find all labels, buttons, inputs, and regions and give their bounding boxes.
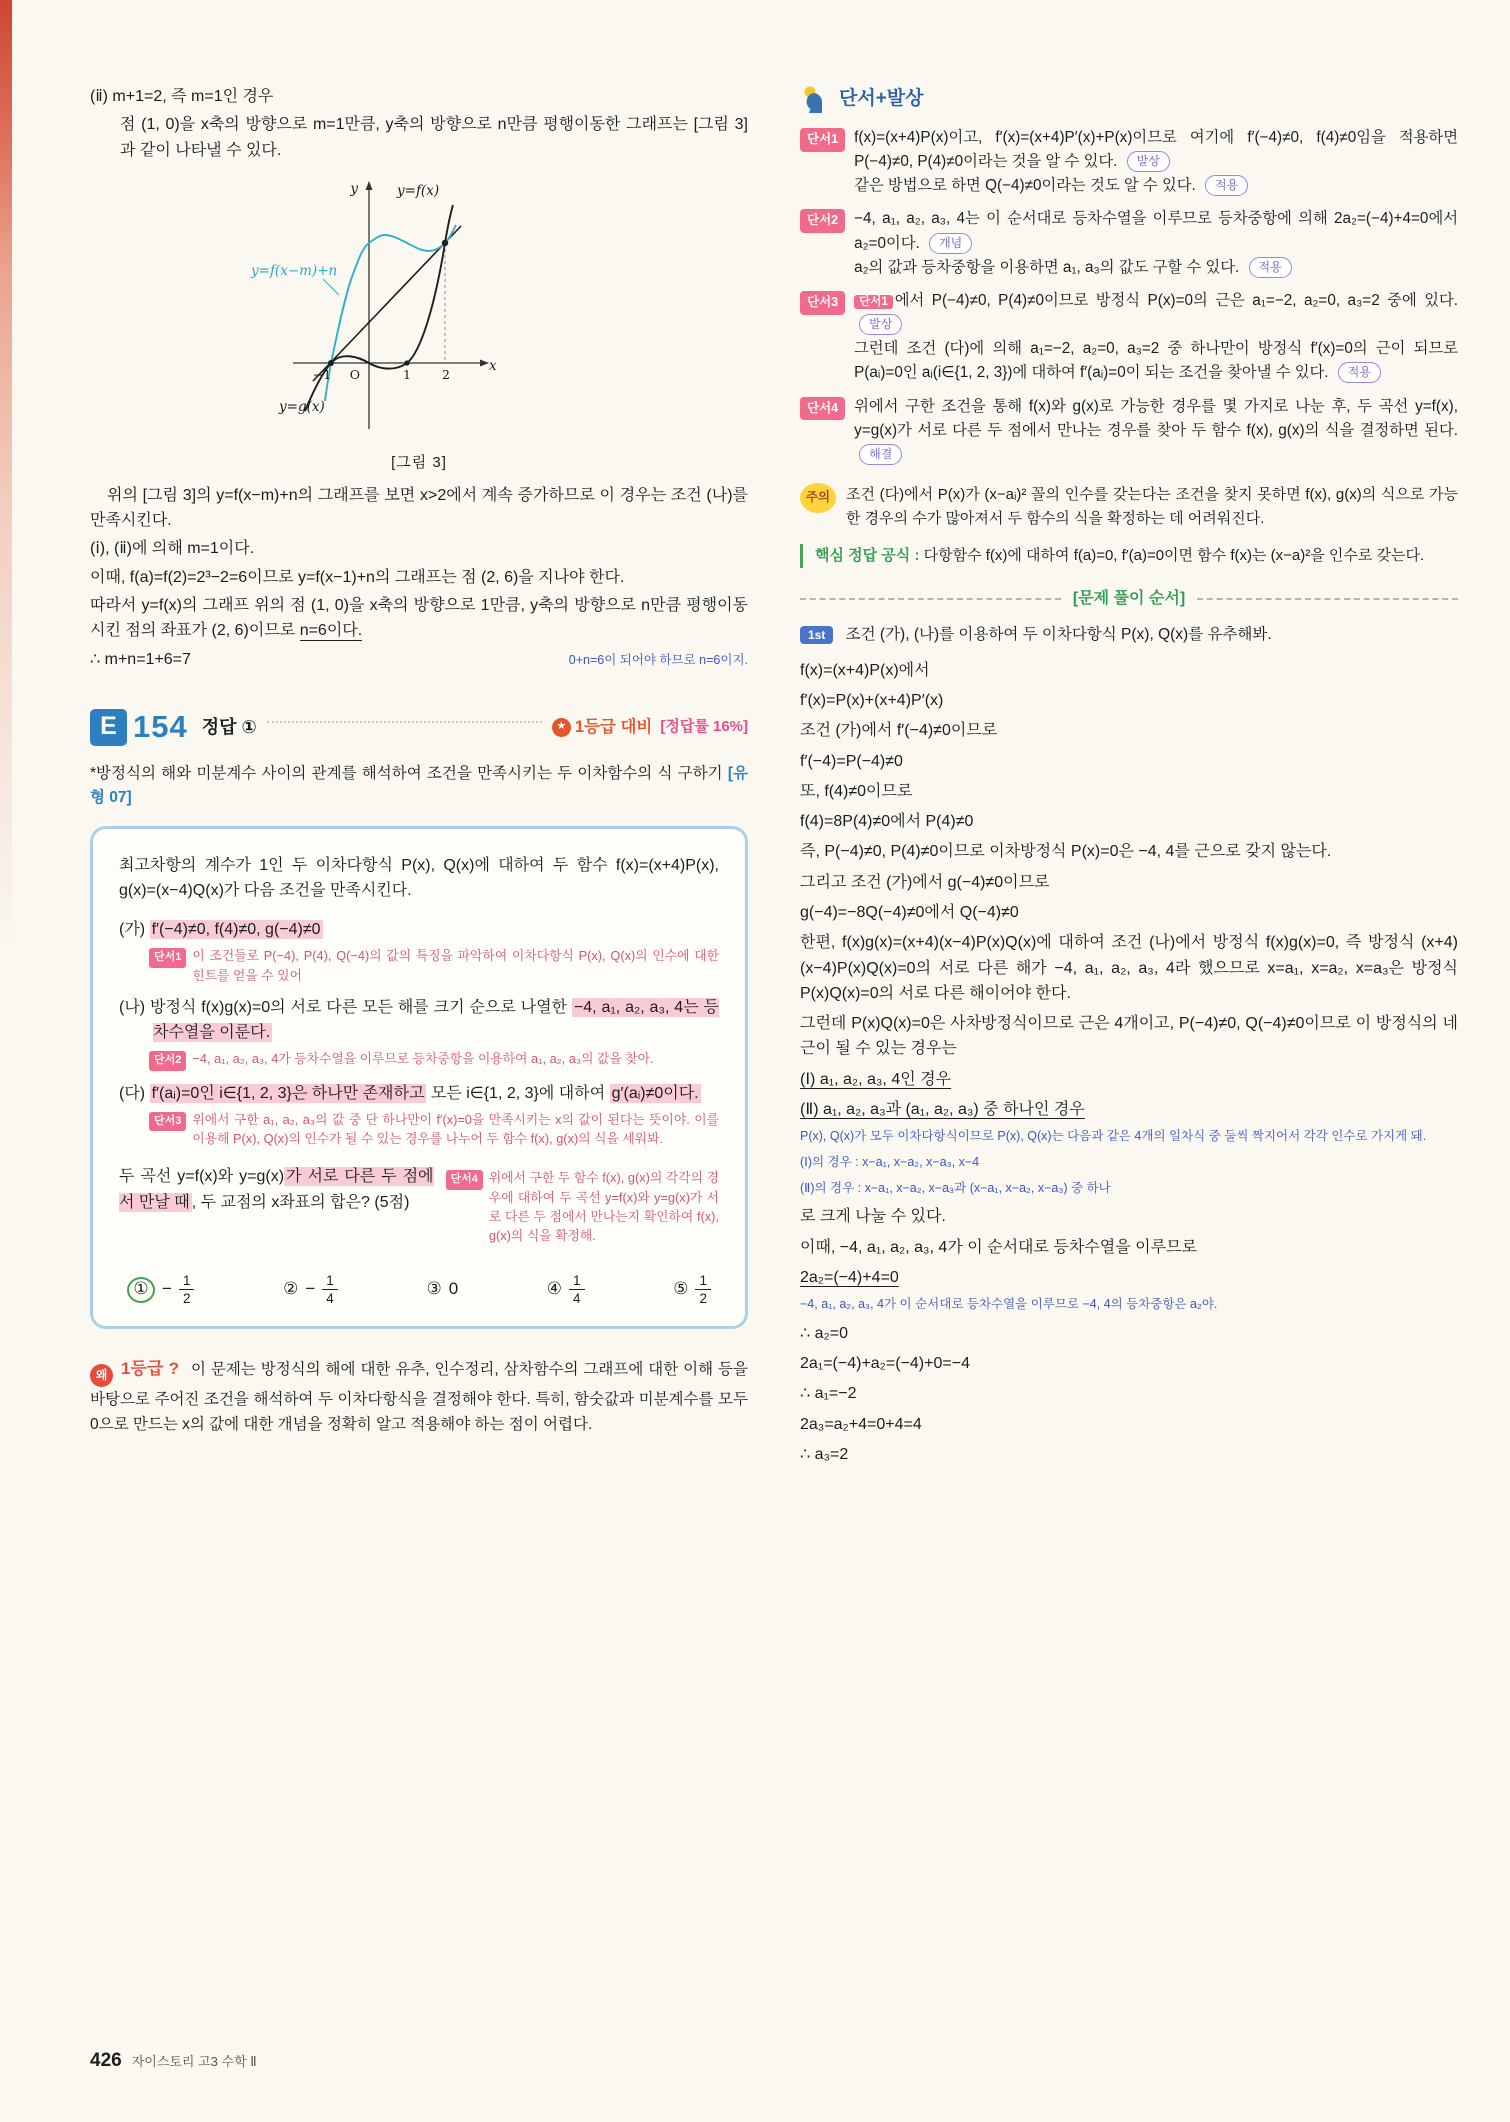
solution-case-heading: (ⅱ) m+1=2, 즉 m=1인 경우 [90,88,274,105]
star-icon: ★ [552,718,571,737]
condition-da-highlight-2: g′(aᵢ)≠0이다. [611,1084,699,1102]
solution-line: 그리고 조건 (가)에서 g(−4)≠0이므로 [800,873,1050,891]
problem-number: 154 [133,708,188,744]
solution-line: 로 크게 나눌 수 있다. [800,1208,946,1226]
choice-5-number: ⑤ [673,1279,689,1299]
condition-ga-highlight: f′(−4)≠0, f(4)≠0, g(−4)≠0 [151,921,321,939]
clue-3 [800,289,1458,386]
pill-concept: 개념 [929,233,972,254]
choice-4-number: ④ [546,1279,563,1299]
clue-3-tag: 단서3 [800,291,845,315]
figure-3 [90,173,748,475]
solution-result: ∴ a₁=−2 [800,1385,857,1403]
solution-note: −4, a₁, a₂, a₃, 4가 이 순서대로 등차수열을 이루므로 −4, 4의 등차중항은 a₂야. [800,1297,1218,1312]
solution-line: 2a₃=a₂+4=0+4=4 [800,1415,922,1433]
question-row [119,1164,719,1255]
choice-2-number: ② [283,1279,299,1299]
clue-3-text-2: 그런데 조건 (다)에 의해 a₁=−2, a₂=0, a₃=2 중 하나만이 방정식 f′(x)=0의 근이 되므로 P(aᵢ)=0인 aᵢ(i∈{1, 2, 3})에 대하여 f′(aᵢ)=0이 되는 조건을 찾아낼 수 있다. 적용 [854,340,1458,382]
choice-3 [426,1276,458,1303]
hint-3-text: 위에서 구한 a₁, a₂, a₃의 값 중 단 하나만이 f′(x)=0을 만족시키는 x의 값이 된다는 뜻이야. 이를 이용해 P(x), Q(x)의 인수가 될 수 있는 경우를 나누어 두 함수 f(x), g(x)의 식을 세워봐. [192,1111,719,1147]
solution-line: f(x)=(x+4)P(x)에서 [800,661,930,679]
hint-2 [119,1049,719,1070]
pill-idea: 발상 [859,314,902,335]
problem-statement: 최고차항의 계수가 1인 두 이차다항식 P(x), Q(x)에 대하여 두 함수 f(x)=(x+4)P(x), g(x)=(x−4)Q(x)가 다음 조건을 만족시킨다. [119,856,719,899]
choice-1-fraction: $\frac{1}{2}$ [179,1273,195,1306]
solution-case-body: 점 (1, 0)을 x축의 방향으로 m=1만큼, y축의 방향으로 n만큼 평행이동한 그래프는 [그림 3]과 같이 나타낼 수 있다. [120,116,748,159]
condition-da [119,1081,719,1106]
hint-3 [119,1110,719,1148]
clue-1-inline-ref-tag: 단서1 [854,295,893,309]
question-highlight: 가 서로 다른 두 점에서 만날 때 [119,1168,434,1211]
hint-2-tag: 단서2 [149,1051,186,1070]
clue-section-title: 단서+발상 [839,88,924,109]
choice-2-sign: − [305,1279,316,1299]
step-1-badge: 1st [800,626,833,644]
page-content [90,84,1458,1472]
clue-2-body [854,207,1458,279]
solution-paragraph: 이때, f(a)=f(2)=2³−2=6이므로 y=f(x−1)+n의 그래프는 점 (2, 6)을 지나야 한다. [90,568,625,586]
choice-1-sign: − [162,1279,172,1299]
conclusion-row [90,647,748,672]
choices-row [119,1273,719,1306]
clue-3-text-1: 단서1 에서 P(−4)≠0, P(4)≠0이므로 방정식 P(x)=0의 근은 a₁=−2, a₂=0, a₃=2 중에 있다. 발상 [854,289,1458,337]
clue-4-body [854,395,1458,467]
step-1-intro: 조건 (가), (나)를 이용하여 두 이차다항식 P(x), Q(x)를 유추해봐. [845,626,1272,644]
solution-line: 또, f(4)≠0이므로 [800,782,913,800]
why-title: 1등급 ? [120,1359,179,1379]
right-column [800,84,1458,1472]
page-edge-gradient [0,0,12,2122]
condition-ga [119,917,719,942]
solution-text: 따라서 y=f(x)의 그래프 위의 점 (1, 0)을 x축의 방향으로 1만큼, y축의 방향으로 n만큼 평행이동시킨 점의 좌표가 (2, 6)이므로 [90,596,748,640]
solution-note: P(x), Q(x)가 모두 이차다항식이므로 P(x), Q(x)는 다음과 같은 4개의 일차식 중 둘씩 짝지어서 각각 인수로 가지게 돼. [800,1129,1427,1144]
solve-order-divider [800,586,1458,611]
clue-1-body [854,126,1458,198]
condition-da-highlight-1: f′(aᵢ)=0인 i∈{1, 2, 3}은 하나만 존재하고 [151,1084,425,1102]
curve-g [313,226,461,381]
choice-3-number: ③ [426,1279,442,1299]
hint-1-tag: 단서1 [149,948,186,967]
why-body: 이 문제는 방정식의 해에 대한 유추, 인수정리, 삼차함수의 그래프에 대한 이해 등을 바탕으로 주어진 조건을 해석하여 두 이차다항식을 결정해야 한다. 특히, 함숫값과 미분계수를 모두 0으로 만드는 x의 값에 대한 개념을 정확히 알고 적용해야 하는 점이 어렵다. [90,1361,749,1434]
left-column [90,84,748,1472]
pill-idea: 발상 [1127,151,1170,172]
step-1-row [800,623,1458,647]
dotted-leader [267,721,542,723]
point-minus1-0 [328,360,334,366]
curve-f-translated-label: y=f(x−m)+n [251,262,338,279]
page-footer [90,2046,257,2076]
solution-case-2: (Ⅱ) a₁, a₂, a₃과 (a₁, a₂, a₃) 중 하나인 경우 [800,1100,1085,1118]
hint-1-text: 이 조건들로 P(−4), P(4), Q(−4)의 값의 특징을 파악하여 이차다항식 P(x), Q(x)의 인수에 대한 힌트를 얻을 수 있어 [192,948,719,983]
solution-line: 조건 (가)에서 f′(−4)≠0이므로 [800,722,998,740]
why-grade1-section [90,1355,748,1437]
clue-4-text-1: 위에서 구한 조건을 통해 f(x)와 g(x)로 가능한 경우를 몇 가지로 나눈 후, 두 곡선 y=f(x), y=g(x)가 서로 다른 두 점에서 만나는 경우를 찾아 두 함수 f(x), g(x)의 식을 결정하면 된다. 해결 [854,395,1458,467]
solution-line: f′(−4)=P(−4)≠0 [800,752,903,770]
solve-order-label: [문제 풀이 순서] [1072,590,1186,608]
question-text [119,1164,434,1255]
condition-da-label: (다) [119,1084,150,1102]
idea-lightbulb-icon [800,84,830,114]
solution-case-1: (Ⅰ) a₁, a₂, a₃, 4인 경우 [800,1070,952,1088]
x-axis-arrow [480,359,489,366]
key-formula-text: 다항함수 f(x)에 대하여 f(a)=0, f′(a)=0이면 함수 f(x)는 (x−a)²을 인수로 갖는다. [923,547,1425,565]
choice-5-fraction: $\frac{1}{2}$ [695,1273,711,1306]
problem-header [90,703,748,752]
clue-1 [800,126,1458,198]
grade-label: 1등급 대비 [574,718,653,737]
condition-da-text: 모든 i∈{1, 2, 3}에 대하여 [426,1084,610,1102]
skill-description [90,762,748,810]
solution-note: (Ⅰ)의 경우 : x−a₁, x−a₂, x−a₃, x−4 [800,1154,980,1169]
clue-3-body [854,289,1458,386]
key-formula-label: 핵심 정답 공식 : [815,547,924,565]
hint-4-text: 위에서 구한 두 함수 f(x), g(x)의 각각의 경우에 대하여 두 곡선 y=f(x)와 y=g(x)가 서로 다른 두 점에서 만나는지 확인하여 f(x), g(x)의 식을 확정해. [488,1170,719,1243]
tick-minus1: −1 [312,366,332,382]
correct-rate: [정답률 16%] [660,718,748,736]
label-leader-line [323,279,339,295]
curve-g-label: y=g(x) [279,398,325,415]
clue-2 [800,207,1458,279]
function-graph [249,173,589,441]
divider-line [1197,598,1458,600]
choice-1 [127,1273,194,1306]
solution-line: g(−4)=−8Q(−4)≠0에서 Q(−4)≠0 [800,903,1019,921]
solution-line: 2a₁=(−4)+a₂=(−4)+0=−4 [800,1355,970,1373]
pill-solve: 해결 [859,444,902,465]
hint-2-text: −4, a₁, a₂, a₃, 4가 등차수열을 이루므로 등차중항을 이용하여 a₁, a₂, a₃의 값을 찾아. [192,1051,654,1067]
choice-5 [673,1273,711,1306]
solution-underlined-result: n=6이다. [299,622,363,640]
clue-4-tag: 단서4 [800,397,845,421]
point-1-0 [404,360,409,365]
y-axis-arrow [366,181,373,190]
clue-1-text-1: f(x)=(x+4)P(x)이고, f′(x)=(x+4)P′(x)+P(x)이므로 여기에 f′(−4)≠0, f(4)≠0임을 적용하면 P(−4)≠0, P(4)≠0이라는 것을 알 수 있다. 발상 [854,129,1458,171]
x-axis-label: x [489,357,497,374]
condition-na-highlight: −4, a₁, a₂, a₃, 4는 등차수열을 이룬다. [153,998,719,1042]
tick-2: 2 [442,366,450,382]
why-badge-icon: 왜 [90,1364,113,1387]
skill-text: *방정식의 해와 미분계수 사이의 관계를 해석하여 조건을 만족시키는 두 이차함수의 식 구하기 [90,764,728,782]
clue-1-tag: 단서1 [800,128,845,152]
caution-tag: 주의 [800,483,836,513]
pill-apply: 적용 [1249,257,1292,278]
difficulty-badge: E [90,709,127,746]
solution-line: 즉, P(−4)≠0, P(4)≠0이므로 이차방정식 P(x)=0은 −4, 4를 근으로 갖지 않는다. [800,843,1332,861]
answer-label: 정답 ① [201,716,257,737]
footer-book-title: 자이스토리 고3 수학 Ⅱ [131,2053,257,2069]
choice-2 [283,1273,338,1306]
solution-note: (Ⅱ)의 경우 : x−a₁, x−a₂, x−a₃과 (x−a₁, x−a₂, x−a₃) 중 하나 [800,1180,1111,1195]
question-post: , 두 교점의 x좌표의 합은? (5점) [191,1193,410,1211]
solution-line: 이때, −4, a₁, a₂, a₃, 4가 이 순서대로 등차수열을 이루므로 [800,1238,1197,1256]
key-formula-block [800,544,1458,568]
point-2-6 [442,240,448,246]
choice-2-fraction: $\frac{1}{4}$ [322,1273,338,1306]
page-number: 426 [90,2049,122,2071]
solution-line: 한편, f(x)g(x)=(x+4)(x−4)P(x)Q(x)에 대하여 조건 (나)에서 방정식 f(x)g(x)=0, 즉 방정식 (x+4)(x−4)P(x)Q(x)=0의 서로 다른 해가 −4, a₁, a₂, a₃, 4라 했으므로 x=a₁, x=a₂, x=a₃은 방정식 P(x)Q(x)=0의 서로 다른 해이어야 한다. [800,934,1458,1002]
tick-origin: O [349,366,360,382]
solution-paragraph: (ⅰ), (ⅱ)에 의해 m=1이다. [90,540,255,558]
tick-1: 1 [403,366,411,382]
margin-note: 0+n=6이 되어야 하므로 n=6이지. [568,653,748,668]
clue-1-text-2: 같은 방법으로 하면 Q(−4)≠0이라는 것도 알 수 있다. 적용 [854,174,1458,198]
hint-4-tag: 단서4 [446,1170,483,1189]
choice-3-value: 0 [448,1279,459,1299]
solution-paragraph: 위의 [그림 3]의 y=f(x−m)+n의 그래프를 보면 x>2에서 계속 증가하므로 이 경우는 조건 (나)를 만족시킨다. [90,486,748,530]
choice-4 [547,1273,585,1306]
solution-line: f′(x)=P(x)+(x+4)P′(x) [800,692,944,710]
y-axis-label: y [350,180,358,197]
clue-2-text-1: −4, a₁, a₂, a₃, 4는 이 순서대로 등차수열을 이루므로 등차중항에 의해 2a₂=(−4)+4=0에서 a₂=0이다. 개념 [854,210,1458,252]
condition-na-text: (나) 방정식 f(x)g(x)=0의 서로 다른 모든 해를 크기 순으로 나열한 [119,998,572,1016]
conclusion: ∴ m+n=1+6=7 [90,651,191,669]
clue-2-tag: 단서2 [800,209,845,233]
clue-section-header [800,84,1458,114]
solution-equation: 2a₂=(−4)+4=0 [800,1268,899,1286]
solution-line: 그런데 P(x)Q(x)=0은 사차방정식이므로 근은 4개이고, P(−4)≠0, Q(−4)≠0이므로 이 방정식의 네 근이 될 수 있는 경우는 [800,1015,1458,1058]
solution-paragraph [90,593,748,644]
grade-badge [552,714,653,740]
curve-f-label: y=f(x) [397,182,440,199]
solution-result: ∴ a₃=2 [800,1445,849,1463]
problem-box [90,826,748,1330]
pill-apply: 적용 [1338,362,1381,383]
condition-na [119,995,719,1046]
question-pre: 두 곡선 y=f(x)와 y=g(x) [119,1168,285,1186]
figure-caption: [그림 3] [391,454,447,472]
choice-4-fraction: $\frac{1}{4}$ [569,1273,585,1306]
caution-text: 조건 (다)에서 P(x)가 (x−aᵢ)² 꼴의 인수를 갖는다는 조건을 찾지 못하면 f(x), g(x)의 식으로 가능한 경우의 수가 많아져서 두 함수의 식을 확정하는 데 어려워진다. [846,486,1458,527]
condition-ga-label: (가) [119,921,150,939]
hint-4 [446,1168,719,1245]
caution-block [800,483,1458,530]
pill-apply: 적용 [1205,175,1248,196]
clue-2-text-2: a₂의 값과 등차중항을 이용하면 a₁, a₃의 값도 구할 수 있다. 적용 [854,256,1458,280]
choice-1-number-circled-answer: ① [127,1277,155,1303]
hint-1 [119,946,719,984]
clue-4 [800,395,1458,467]
type-tag: [유형 07] [90,764,748,806]
divider-line [800,598,1061,600]
solution-line: f(4)=8P(4)≠0에서 P(4)≠0 [800,813,974,831]
solution-result: ∴ a₂=0 [800,1324,848,1342]
hint-3-tag: 단서3 [149,1112,186,1131]
